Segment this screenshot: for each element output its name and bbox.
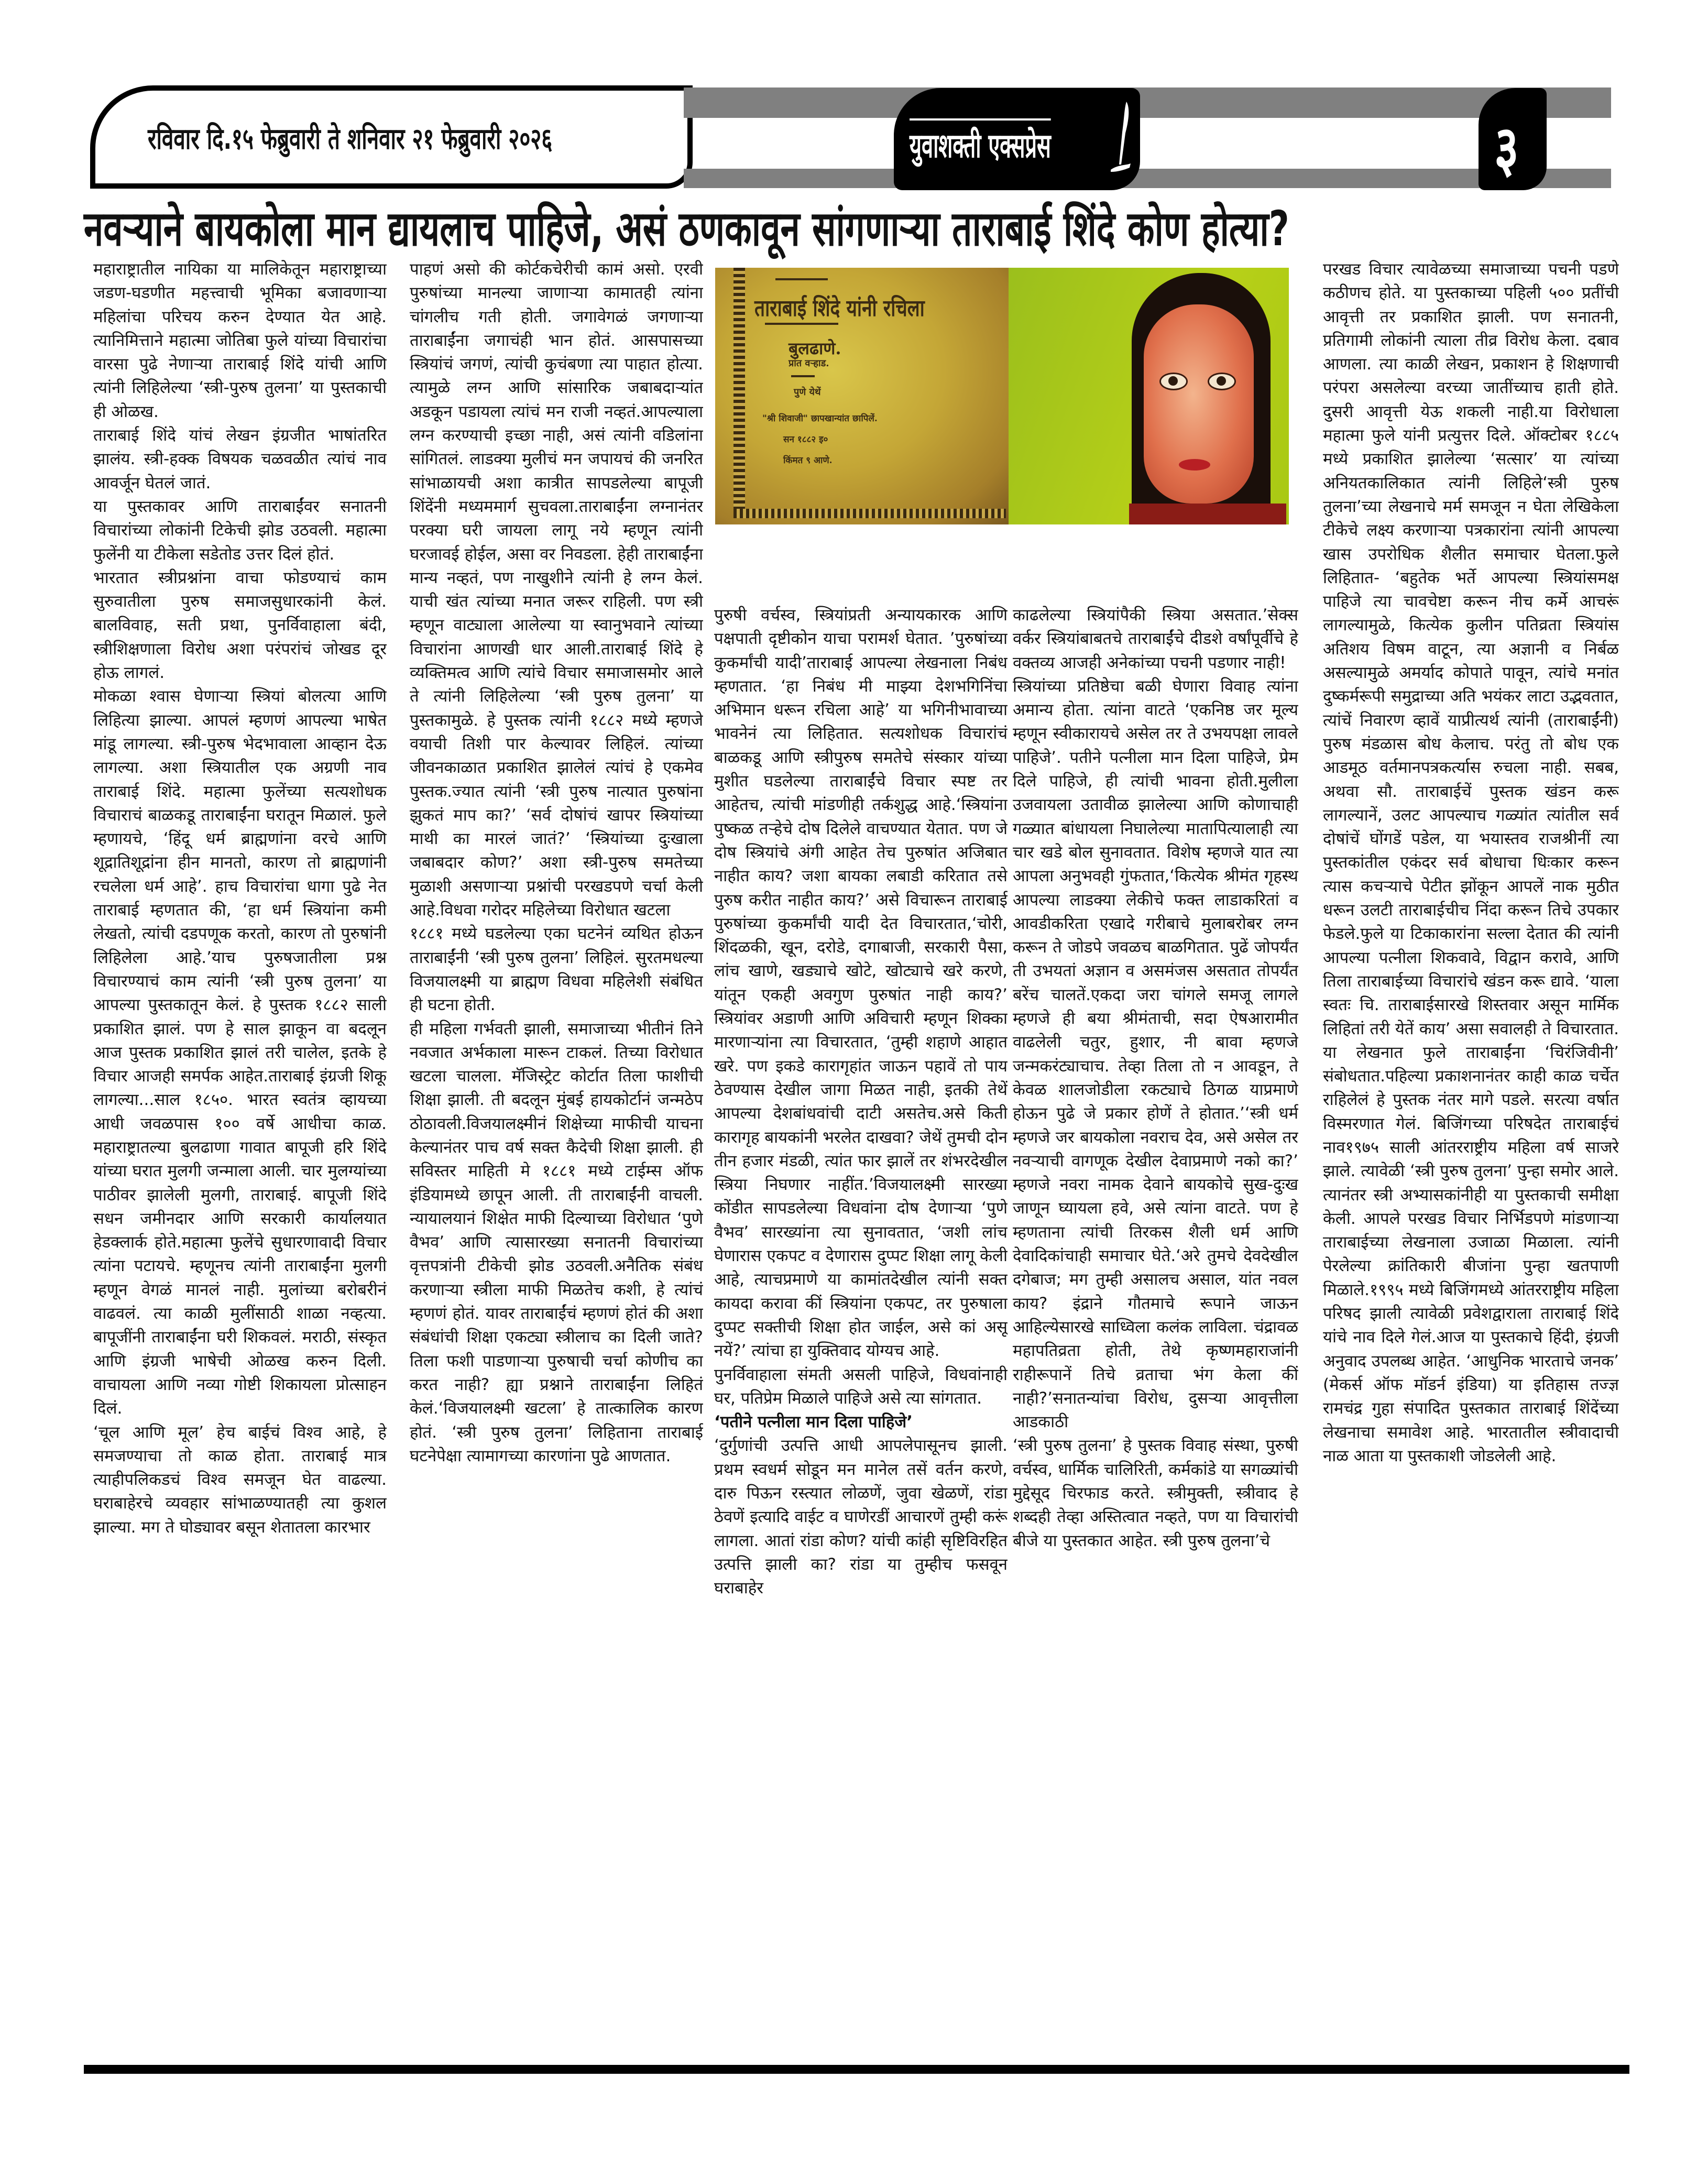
article-photo (715, 268, 1289, 524)
subheading: ‘पतीने पत्नीला मान दिला पाहिजे’ (714, 1413, 913, 1432)
paragraph: ‘चूल आणि मूल’ हेच बाईचं विश्व आहे, हे समजण्याचा तो काळ होता. ताराबाई मात्र त्याहीपलिकडचं विश्व समजून घेत वाढल्या. घराबाहेरचे व्यवहार सांभाळण्यातही त्या कुशल झाल्या. मग ते घोड्यावर बसून शेतातला कारभार (93, 1423, 387, 1537)
book-year: सन १८८२ इ० (783, 434, 828, 445)
publication-nameplate (894, 88, 1140, 190)
masthead-band-bottom (684, 169, 1611, 188)
paragraph: ‘दुर्गुणांची उत्पत्ति आधी आपलेपासूनच झाली. प्रथम स्वधर्म सोडून मन मानेल तसें वर्तन करणे, दारु पिऊन रस्त्यात लोळणें, जुवा खेळणें, रांडा ठेवणें इत्यादि वाईट व घाणेरडीं आचारणें तुम्ही करूं लागला. आतां रांडा कोण? यांची कांही सृष्टिविरहित उत्पत्ति झाली का? रांडा या तुम्हीच फसवून घराबाहेर (714, 1436, 1008, 1598)
paragraph: पाहणं असो की कोर्टकचेरीची कामं असो. एरवी पुरुषांच्या मानल्या जाणाऱ्या कामातही त्यांना चांगलीच गती होती. जगावेगळं जगणाऱ्या ताराबाईंना जगाचंही भान होतं. आसपासच्या स्त्रियांचं जगणं, त्यांची कुचंबणा त्या पाहात होत्या. त्यामुळे लग्न आणि सांसारिक जबाबदाऱ्यांत अडकून पडायला त्यांचं मन राजी नव्हतं.आपल्याला लग्न करण्याची इच्छा नाही, असं त्यांनी वडिलांना सांगितलं. लाडक्या मुलीचं मन जपायचं की जनरित सांभाळायची अशा कात्रीत सापडलेल्या बापूजी शिंदेंनी मध्यममार्ग सुचवला.ताराबाईंना लग्नानंतर परक्या घरी जायला लागू नये म्हणून त्यांनी घरजावई होईल, असा वर निवडला. हेही ताराबाईंना मान्य नव्हतं, पण नाखुशीने त्यांनी हे लग्न केलं. याची खंत त्यांच्या मनात जरूर राहिली. पण स्त्री म्हणून वाट्याला आलेल्या या स्वानुभवाने त्यांच्या विचारांना आणखी धार आली.ताराबाई शिंदे हे व्यक्तिमत्व आणि त्यांचे विचार समाजासमोर आले ते त्यांनी लिहिलेल्या ‘स्त्री पुरुष तुलना’ या पुस्तकामुळे. हे पुस्तक त्यांनी १८८२ मध्ये म्हणजे वयाची तिशी पार केल्यावर लिहिलं. त्यांच्या जीवनकाळात प्रकाशित झालेलं त्यांचं हे एकमेव पुस्तक.ज्यात त्यांनी ‘स्त्री पुरुष नात्यात पुरुषांना झुकतं माप का?’ ‘सर्व दोषांचं खापर स्त्रियांच्या माथी का मारलं जातं?’ ‘स्त्रियांच्या दुःखाला जबाबदार कोण?’ अशा स्त्री-पुरुष समतेच्या मुळाशी असणाऱ्या प्रश्नांची परखडपणे चर्चा केली आहे.विधवा गरोदर महिलेच्या विरोधात खटला (410, 260, 703, 920)
portrait-eye (1159, 373, 1188, 390)
article-column-2 (410, 258, 703, 1965)
book-price: किंमत ९ आणे. (783, 455, 833, 466)
book-place: बुलढाणे. (789, 338, 841, 358)
book-border-bottom (733, 509, 1006, 518)
portrait-image (1009, 268, 1289, 524)
portrait-eye (1208, 373, 1236, 390)
masthead-band-top (684, 87, 1611, 118)
page-number: ३ (1494, 113, 1519, 185)
article-headline: नवऱ्याने बायकोला मान द्यायलाच पाहिजे, असं ठणकावून सांगणाऱ्या ताराबाई शिंदे कोण होत्या? (84, 201, 1289, 257)
paragraph: पुरुषी वर्चस्व, स्त्रियांप्रती अन्यायकारक आणि पक्षपाती दृष्टीकोन याचा परामर्श घेतात. ’पुरुषांच्या कुकर्मांची यादी’ताराबाई आपल्या लेखनाला निबंध म्हणतात. ‘हा निबंध मी माझ्या देशभगिनिंचा अभिमान धरून रचिला आहे’ या भगिनीभावाच्या भावनेनं त्या लिहितात. सत्यशोधक विचारांचं बाळकडू आणि स्त्रीपुरुष समतेचे संस्कार यांच्या मुशीत घडलेल्या ताराबाईंचे विचार स्पष्ट तर आहेतच, त्यांची मांडणीही तर्कशुद्ध आहे.‘स्त्रियांना पुष्कळ तऱ्हेचे दोष दिलेले वाचण्यात येतात. पण जे दोष स्त्रियांचे अंगी आहेत तेच पुरुषांत अजिबात नाहीत काय? जशा बायका लबाडी करितात तसे पुरुष करीत नाहीत काय?’ असे विचारून ताराबाई पुरुषांच्या कुकर्मांची यादी देत विचारतात,‘चोरी, शिंदळकी, खून, दरोडे, दगाबाजी, सरकारी पैसा, लांच खाणे, खड्याचे खोटे, खोट्याचे खरे करणे, यांतून एकही अवगुण पुरुषांत नाही काय?’ स्त्रियांवर अडाणी आणि अविचारी म्हणून शिक्का मारणाऱ्यांना त्या विचारतात, ‘तुम्ही शहाणे आहात खरे. पण इकडे कारागृहांत जाऊन पहावें तो पाय ठेवण्यास देखील जागा मिळत नाही, इतकी तेथें आपल्या देशबांधवांची दाटी असतेच.असे किती कारागृह बायकांनी भरलेत दाखवा? जेथें तुमची दोन तीन हजार मंडळी, त्यांत फार झालें तर शंभरदेखील स्त्रिया निघणार नाहींत.’विजयालक्ष्मी सारख्या कोंडीत सापडलेल्या विधवांना दोष देणाऱ्या ‘पुणे वैभव’ सारख्यांना त्या सुनावतात, ‘जशी लांच घेणारास एकपट व देणारास दुप्पट शिक्षा लागू केली आहे, त्याचप्रमाणे या कामांतदेखील त्यांनी सक्त कायदा करावा कीं स्त्रियांना एकपट, तर पुरुषाला दुप्पट सक्तीची शिक्षा होत जाईल, असे कां असू नयें?’ त्यांचा हा युक्तिवाद योग्यच आहे. (714, 606, 1008, 1361)
publication-name: युवाशक्ती एक्सप्रेस (910, 118, 1051, 167)
portrait-garment (1129, 504, 1286, 524)
article-column-4 (1013, 604, 1298, 1945)
article-column-1 (93, 258, 387, 1941)
footer-rule (84, 2065, 1629, 2074)
portrait-face (1144, 304, 1254, 504)
article-column-3 (714, 604, 1008, 1945)
date-banner (90, 85, 693, 189)
book-region: प्रांत वऱ्हाड. (789, 358, 829, 369)
book-title: ताराबाई शिंदे यांनी रचिला (754, 295, 925, 322)
quill-pen-icon (1111, 102, 1132, 175)
paragraph: ही महिला गर्भवती झाली, समाजाच्या भीतीनं तिने नवजात अर्भकाला मारून टाकलं. तिच्या विरोधात खटला चालला. मॅजिस्ट्रेट कोर्टात तिला फाशीची शिक्षा झाली. ती बदलून मुंबई हायकोर्टानं जन्मठेप ठोठावली.विजयालक्ष्मीनं शिक्षेच्या माफीची याचना केल्यानंतर पाच वर्ष सक्त कैदेची शिक्षा झाली. ही सविस्तर माहिती मे १८८१ मध्ये टाईम्स ऑफ इंडियामध्ये छापून आली. ती ताराबाईंनी वाचली. न्यायालयानं शिक्षेत माफी दिल्याच्या विरोधात ‘पुणे वैभव’ आणि त्यासारख्या सनातनी विचारांच्या वृत्तपत्रांनी टीकेची झोड उठवली.अनैतिक संबंध करणाऱ्या स्त्रीला माफी मिळतेच कशी, हे त्यांचं म्हणणं होतं. यावर ताराबाईंचं म्हणणं होतं की अशा संबंधांची शिक्षा एकट्या स्त्रीलाच का दिली जाते? तिला फशी पाडणाऱ्या पुरुषाची चर्चा कोणीच का करत नाही? ह्या प्रश्नाने ताराबाईंना लिहितं केलं.‘विजयालक्ष्मी खटला’ हे तात्कालिक कारण होतं. ‘स्त्री पुरुष तुलना’ लिहिताना ताराबाई घटनेपेक्षा त्यामागच्या कारणांना पुढे आणतात. (410, 1019, 703, 1465)
paragraph: भारतात स्त्रीप्रश्नांना वाचा फोडण्याचं काम सुरुवातीला पुरुष समाजसुधारकांनी केलं. बालविवाह, सती प्रथा, पुनर्विवाहाला बंदी, स्त्रीशिक्षणाला विरोध अशा परंपरांचं जोखड दूर होऊ लागलं. (93, 568, 387, 683)
article-column-5 (1323, 258, 1619, 1945)
paragraph: काढलेल्या स्त्रियांपैकी स्त्रिया असतात.’सेक्स वर्कर स्त्रियांबाबतचे ताराबाईंचे दीडशे वर्षांपूर्वीचे हे वक्तव्य आजही अनेकांच्या पचनी पडणार नाही! (1013, 606, 1298, 672)
paragraph: ‘स्त्री पुरुष तुलना’ हे पुस्तक विवाह संस्था, पुरुषी वर्चस्व, धार्मिक चालिरिती, कर्मकांडे या सगळ्यांची मुद्देसूद चिरफाड करते. स्त्रीमुक्ती, स्त्रीवाद हे शब्दही तेव्हा अस्तित्वात नव्हते, पण या विचारांची बीजे या पुस्तकात आहेत. स्त्री पुरुष तुलना’चे (1013, 1436, 1298, 1550)
paragraph: महाराष्ट्रातील नायिका या मालिकेतून महाराष्ट्राच्या जडण-घडणीत महत्त्वाची भूमिका बजावणाऱ्या महिलांचा परिचय करुन देण्यात येत आहे. त्यानिमित्ताने महात्मा जोतिबा फुले यांच्या विचारांचा वारसा पुढे नेणाऱ्या ताराबाई शिंदे यांची आणि त्यांनी लिहिलेल्या ‘स्त्री-पुरुष तुलना’ या पुस्तकाची ही ओळख. (93, 260, 387, 421)
paragraph: या पुस्तकावर आणि ताराबाईंवर सनातनी विचारांच्या लोकांनी टिकेची झोड उठवली. महात्मा फुलेंनी या टीकेला सडेतोड उत्तर दिलं होतं. (93, 497, 387, 564)
book-border-left (733, 268, 745, 514)
book-cover-image (715, 268, 1009, 524)
paragraph: परखड विचार त्यावेळच्या समाजाच्या पचनी पडणे कठीणच होते. या पुस्तकाच्या पहिली ५०० प्रतींची आवृत्ती तर प्रकाशित झाली. पण सनातनी, प्रतिगामी लोकांनी त्याला तीव्र विरोध केला. दबाव आणला. त्या काळी लेखन, प्रकाशन हे शिक्षणाची परंपरा असलेल्या वरच्या जातींच्याच हाती होते. दुसरी आवृत्ती येऊ शकली नाही.या विरोधाला महात्मा फुले यांनी प्रत्युत्तर दिले. ऑक्टोबर १८८५ मध्ये प्रकाशित झालेल्या ‘सत्सार’ या त्यांच्या अनियतकालिकात त्यांनी लिहिले‘स्त्री पुरुष तुलना’च्या लेखनाचे मर्म समजून न घेता लेखिकेला टीकेचे लक्ष्य करणाऱ्या पत्रकारांना त्यांनी आपल्या खास उपरोधिक शैलीत समाचार घेतला.फुले लिहितात- ‘बहुतेक भर्ते आपल्या स्त्रियांसमक्ष पाहिजे त्या चावचेष्टा करून नीच कर्मे आचरूं लागल्यामुळे, कित्येक कुलीन पतिव्रता स्त्रियांस अतिशय विषम वाटून, त्या अज्ञानी व निर्बळ असल्यामुळे अमर्याद कोपाते पावून, त्यांचे मनांत दुष्कर्मरूपी समुद्राच्या अति भयंकर लाटा उद्भवतात, त्यांचें निवारण व्हावें याप्रीत्यर्थ त्यांनी (ताराबाईंनी) पुरुष मंडळास बोध केलाच. परंतु तो बोध एक आडमूठ वर्तमानपत्रकर्त्यास रुचला नाही. सबब, अथवा सौ. ताराबाईचें पुस्तक खंडन करू लागल्यानें, उलट आपल्याच गळ्यांत त्यांतील सर्व दोषांचें घोंगडें पडेल, या भयास्तव राजश्रीनीं त्या पुस्तकांतील एकंदर सर्व बोधाचा धिःकार करून त्यास कचऱ्याचे पेटीत झोंकून आपलें नाक मुठीत धरून उलटी ताराबाईचीच निंदा करून तिचे उपकार फेडले.फुले या टिकाकारांना सल्ला देतात की त्यांनी आपल्या पत्नीला शिकवावे, विद्वान करावे, आणि तिला ताराबाईच्या विचारांचे खंडन करू द्यावे. ‘याला स्वतः चि. ताराबाईसारखे शिस्तवार असून मार्मिक लिहितां तरी येतें काय’ असा सवालही ते विचारतात. या लेखनात फुले ताराबाईंना ‘चिरंजिवीनी’ संबोधतात.पहिल्या प्रकाशनानंतर काही काळ चर्चेत राहिलेलं हे पुस्तक नंतर मागे पडले. सरत्या वर्षात विस्मरणात गेलं. बिजिंगच्या परिषदेत ताराबाईचं नाव१९७५ साली आंतरराष्ट्रीय महिला वर्ष साजरे झाले. त्यावेळी ‘स्त्री पुरुष तुलना’ पुन्हा समोर आले. त्यानंतर स्त्री अभ्यासकांनीही या पुस्तकाची समीक्षा केली. आपले परखड विचार निर्भिडपणे मांडणाऱ्या ताराबाईच्या लेखनाला उजाळा मिळाला. त्यांनी पेरलेल्या क्रांतिकारी बीजांना पुन्हा खतपाणी मिळाले.१९९५ मध्ये बिजिंगमध्ये आंतरराष्ट्रीय महिला परिषद झाली त्यावेळी प्रवेशद्वाराला ताराबाई शिंदे यांचे नाव दिले गेलं.आज या पुस्तकाचे हिंदी, इंग्रजी अनुवाद उपलब्ध आहेत. ‘आधुनिक भारताचे जनक’ (मेकर्स ऑफ मॉडर्न इंडिया) या इतिहास तज्ज्ञ रामचंद्र गुहा संपादित पुस्तकात ताराबाई शिंदेंच्या लेखनाचा समावेश आहे. भारतातील स्त्रीवादाची नाळ आता या पुस्तकाशी जोडलेली आहे. (1323, 260, 1619, 1465)
book-city: पुणे येथें (794, 387, 821, 398)
book-ornament (775, 278, 828, 280)
paragraph: पुनर्विवाहाला संमती असली पाहिजे, विधवांनाही घर, पतिप्रेम मिळाले पाहिजे असे त्या सांगतात. (714, 1365, 1008, 1408)
book-ornament (765, 323, 838, 325)
portrait-lips (1179, 459, 1210, 471)
paragraph: ताराबाई शिंदे यांचं लेखन इंग्रजीत भाषांतरित झालंय. स्त्री-हक्क विषयक चळवळीत त्यांचं नाव आवर्जून घेतलं जातं. (93, 426, 387, 493)
book-press: "श्री शिवाजी" छापखान्यांत छापिलें. (762, 413, 878, 424)
book-ornament (791, 375, 815, 377)
paragraph: मोकळा श्वास घेणाऱ्या स्त्रियां बोलत्या आणि लिहित्या झाल्या. आपलं म्हणणं आपल्या भाषेत मांडू लागल्या. स्त्री-पुरुष भेदभावाला आव्हान देऊ लागल्या. अशा स्त्रियातील एक अग्रणी नाव ताराबाई शिंदे. महात्मा फुलेंच्या सत्यशोधक विचाराचं बाळकडू ताराबाईंना घरातून मिळालं. फुले म्हणायचे, ‘हिंदू धर्म ब्राह्मणांना वरचे आणि शूद्रातिशूद्रांना हीन मानतो, कारण तो ब्राह्मणांनी रचलेला धर्म आहे’. हाच विचारांचा धागा पुढे नेत ताराबाई म्हणतात की, ‘हा धर्म स्त्रियांना कमी लेखतो, त्यांची दडपणूक करतो, कारण तो पुरुषांनी लिहिलेला आहे.’याच पुरुषजातीला प्रश्न विचारण्याचं काम त्यांनी ‘स्त्री पुरुष तुलना’ या आपल्या पुस्तकातून केलं. हे पुस्तक १८८२ साली प्रकाशित झालं. पण हे साल झाकून वा बदलून आज पुस्तक प्रकाशित झालं तरी चालेल, इतके हे विचार आजही समर्पक आहेत.ताराबाई इंग्रजी शिकू लागल्या...साल १८५०. भारत स्वतंत्र व्हायच्या आधी जवळपास १०० वर्षे आधीचा काळ. महाराष्ट्रातल्या बुलढाणा गावात बापूजी हरि शिंदे यांच्या घरात मुलगी जन्माला आली. चार मुलग्यांच्या पाठीवर झालेली मुलगी, ताराबाई. बापूजी शिंदे सधन जमीनदार आणि सरकारी कार्यालयात हेडक्लार्क होते.महात्मा फुलेंचे सुधारणावादी विचार त्यांना पटायचे. म्हणूनच त्यांनी ताराबाईंना मुलगी म्हणून वेगळं मानलं नाही. मुलांच्या बरोबरीनं वाढवलं. त्या काळी मुलींसाठी शाळा नव्हत्या. बापूजींनी ताराबाईंना घरी शिकवलं. मराठी, संस्कृत आणि इंग्रजी भाषेची ओळख करुन दिली. वाचायला आणि नव्या गोष्टी शिकायला प्रोत्साहन दिलं. (93, 687, 387, 1418)
paragraph: स्त्रियांच्या प्रतिष्ठेचा बळी घेणारा विवाह त्यांना अमान्य होता. त्यांना वाटते ‘एकनिष्ठ जर मूल्य म्हणून स्वीकारायचे असेल तर ते उभयपक्षा लावले पाहिजे’. पतीने पत्नीला मान दिला पाहिजे, प्रेम दिले पाहिजे, ही त्यांची भावना होती.मुलीला उजवायला उतावीळ झालेल्या आणि कोणाचाही गळ्यात बांधायला निघालेल्या मातापित्यालाही त्या चार खडे बोल सुनावतात. विशेष म्हणजे यात त्या आपला अनुभवही गुंफतात,‘कित्येक श्रीमंत गृहस्थ आपल्या लाडक्या लेकीचे फक्त लाडाकरितां व आवडीकरिता एखादे गरीबाचे मुलाबरोबर लग्न करून ते जोडपे जवळच बाळगितात. पुढें जोपर्यंत ती उभयतां अज्ञान व असमंजस असतात तोपर्यंत बरेंच चालतें.एकदा जरा चांगले समजू लागले म्हणजे ही बया श्रीमंताची, सदा ऐषआरामीत वाढलेली चतुर, हुशार, नी बावा म्हणजे जन्मकरंट्याचाच. तेव्हा तिला तो न आवडून, ते केवळ शालजोडीला रकट्याचे ठिगळ याप्रमाणे होऊन पुढे जे प्रकार होणें ते होतात.’‘स्त्री धर्म म्हणजे जर बायकोला नवराच देव, असे असेल तर नवऱ्याची वागणूक देखील देवाप्रमाणे नको का?’ म्हणजे नवरा नामक देवाने बायकोचे सुख-दुःख जाणून घ्यायला हवे, असे त्यांना वाटते. पण हे म्हणताना त्यांची तिरकस शैली धर्म आणि देवादिकांचाही समाचार घेते.‘अरे तुमचे देवदेखील दगेबाज; मग तुम्ही असालच असाल, यांत नवल काय? इंद्राने गौतमाचे रूपाने जाऊन आहिल्येसारखे साध्विला कलंक लाविला. चंद्रावळ महापतिव्रता होती, तेथे कृष्णमहाराजांनी राहीरूपानें तिचे व्रताचा भंग केला कीं नाही?’सनातन्यांचा विरोध, दुसऱ्या आवृत्तीला आडकाठी (1013, 676, 1298, 1432)
issue-date-range: रविवार दि.१५ फेब्रुवारी ते शनिवार २१ फेब्रुवारी २०२६ (148, 122, 553, 156)
page-number-badge (1479, 88, 1547, 190)
paragraph: १८८१ मध्ये घडलेल्या एका घटनेनं व्यथित होऊन ताराबाईंनी ‘स्त्री पुरुष तुलना’ लिहिलं. सुरतमधल्या विजयालक्ष्मी या ब्राह्मण विधवा महिलेशी संबंधित ही घटना होती. (410, 924, 703, 1015)
